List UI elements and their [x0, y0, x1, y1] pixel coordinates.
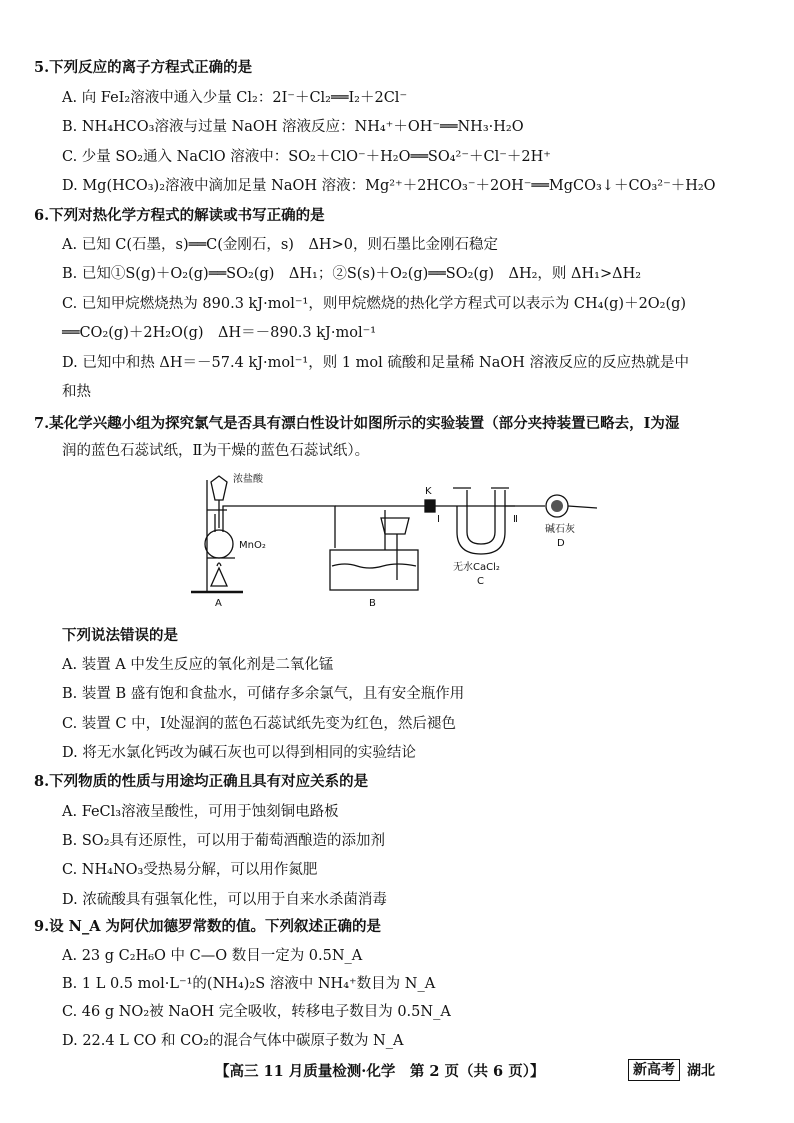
bottle-b-liquid [332, 564, 416, 568]
q8-option-a: A. FeCl₃溶液呈酸性，可用于蚀刻铜电路板 [62, 804, 339, 820]
q5-option-c: C. 少量 SO₂通入 NaClO 溶液中：SO₂＋ClO⁻＋H₂O══SO₄²⁻＋Cl⁻＋2H⁺ [62, 149, 551, 165]
q6-option-d: D. 已知中和热 ΔH＝－57.4 kJ·mol⁻¹，则 1 mol 硫酸和足量稀 NaOH 溶液反应的反应热就是中 [62, 355, 689, 371]
q7-option-c: C. 装置 C 中，Ⅰ处湿润的蓝色石蕊试纸先变为红色，然后褪色 [62, 716, 456, 732]
q6-stem: 6.下列对热化学方程式的解读或书写正确的是 [34, 207, 325, 224]
q6-option-b: B. 已知①S(g)＋O₂(g)══SO₂(g) ΔH₁；②S(s)＋O₂(g)══SO₂(g) ΔH₂，则 ΔH₁>ΔH₂ [62, 266, 642, 282]
q5-option-b: B. NH₄HCO₃溶液与过量 NaOH 溶液反应：NH₄⁺＋OH⁻══NH₃·H₂O [62, 119, 524, 135]
flame [217, 563, 221, 566]
q7-stem-line1: 7.某化学兴趣小组为探究氯气是否具有漂白性设计如图所示的实验装置（部分夹持装置已略去，Ⅰ为湿 [34, 415, 680, 432]
label-d: D [557, 538, 565, 549]
q5-option-d: D. Mg(HCO₃)₂溶液中滴加足量 NaOH 溶液：Mg²⁺＋2HCO₃⁻＋2OH⁻══MgCO₃↓＋CO₃²⁻＋H₂O [62, 178, 716, 194]
label-valve-k: K [425, 486, 432, 497]
apparatus-diagram [185, 470, 605, 610]
q6-option-a: A. 已知 C(石墨，s)══C(金刚石，s) ΔH>0，则石墨比金刚石稳定 [62, 237, 498, 253]
q7-option-a: A. 装置 A 中发生反应的氧化剂是二氧化锰 [62, 657, 334, 673]
label-mno2: MnO₂ [239, 540, 266, 551]
label-concentrated-hcl: 浓盐酸 [233, 474, 263, 485]
q6-option-c: C. 已知甲烷燃烧热为 890.3 kJ·mol⁻¹，则甲烷燃烧的热化学方程式可以表示为 CH₄(g)＋2O₂(g) [62, 296, 687, 312]
q9-option-b: B. 1 L 0.5 mol·L⁻¹的(NH₄)₂S 溶液中 NH₄⁺数目为 N_A [62, 976, 436, 992]
label-paper-ii: Ⅱ [513, 514, 518, 525]
q8-option-c: C. NH₄NO₃受热易分解，可以用作氮肥 [62, 862, 318, 878]
valve-k [425, 500, 435, 512]
q6-option-d-cont: 和热 [62, 384, 91, 400]
q7-option-b: B. 装置 B 盛有饱和食盐水，可储存多余氯气，且有安全瓶作用 [62, 686, 465, 702]
q7-stem-line2: 润的蓝色石蕊试纸，Ⅱ为干燥的蓝色石蕊试纸）。 [62, 443, 370, 459]
bottle-b [330, 550, 418, 590]
q9-stem: 9.设 N_A 为阿伏加德罗常数的值。下列叙述正确的是 [34, 918, 381, 935]
q6-option-c-cont: ══CO₂(g)＋2H₂O(g) ΔH＝－890.3 kJ·mol⁻¹ [62, 325, 377, 341]
round-flask [205, 530, 233, 558]
alcohol-lamp [211, 568, 227, 586]
label-paper-i: Ⅰ [437, 514, 440, 525]
q9-option-a: A. 23 g C₂H₆O 中 C—O 数目一定为 0.5N_A [62, 948, 363, 964]
label-c: C [477, 576, 484, 587]
separatory-funnel [211, 476, 227, 500]
q5-stem: 5.下列反应的离子方程式正确的是 [34, 59, 253, 76]
footer-badge: 新高考 [628, 1059, 680, 1081]
footer-title: 【高三 11 月质量检测·化学 第 2 页（共 6 页）】 [215, 1063, 545, 1080]
q9-option-d: D. 22.4 L CO 和 CO₂的混合气体中碳原子数为 N_A [62, 1033, 404, 1049]
label-soda-lime: 碱石灰 [545, 524, 575, 535]
page-footer [0, 1060, 794, 1084]
q8-stem: 8.下列物质的性质与用途均正确且具有对应关系的是 [34, 773, 369, 790]
q8-option-d: D. 浓硫酸具有强氧化性，可以用于自来水杀菌消毒 [62, 892, 387, 908]
label-cacl2: 无水CaCl₂ [453, 562, 500, 573]
q5-option-a: A. 向 FeI₂溶液中通入少量 Cl₂：2I⁻＋Cl₂══I₂＋2Cl⁻ [62, 90, 408, 106]
q7-option-d: D. 将无水氯化钙改为碱石灰也可以得到相同的实验结论 [62, 745, 416, 761]
q8-option-b: B. SO₂具有还原性，可以用于葡萄酒酿造的添加剂 [62, 833, 386, 849]
label-b: B [369, 598, 376, 609]
label-a: A [215, 598, 222, 609]
q9-option-c: C. 46 g NO₂被 NaOH 完全吸收，转移电子数目为 0.5N_A [62, 1004, 451, 1020]
footer-region: 湖北 [687, 1063, 715, 1079]
q7-question: 下列说法错误的是 [62, 627, 178, 644]
